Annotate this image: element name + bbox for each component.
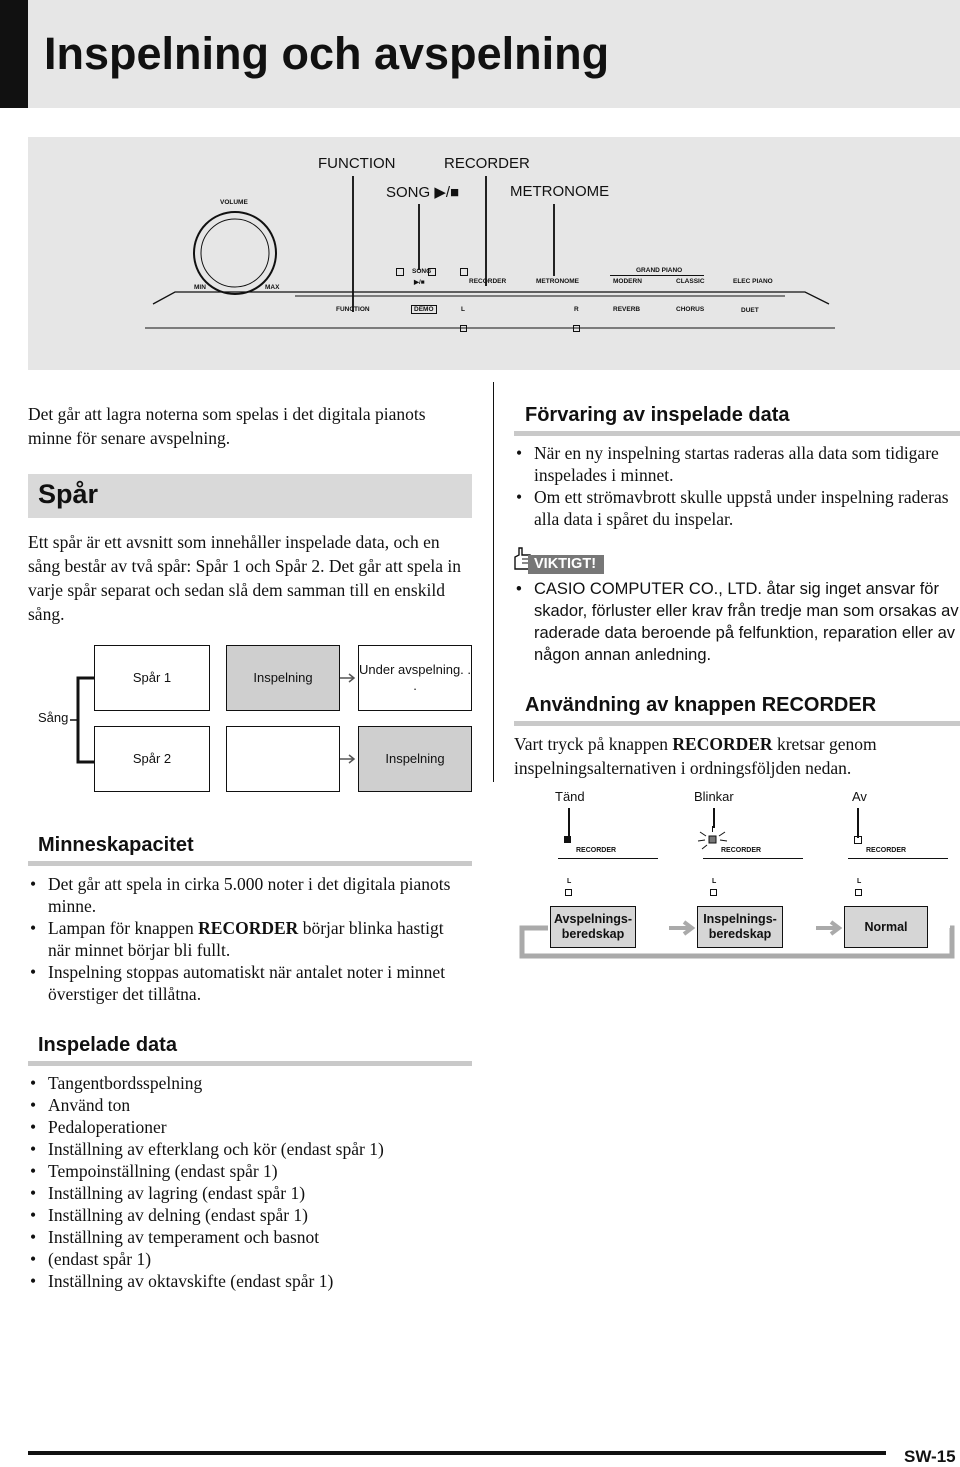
- label-volume: VOLUME: [220, 199, 248, 206]
- song-button-lamp: [396, 268, 404, 276]
- text-bold-part: RECORDER: [672, 734, 773, 754]
- strip-line-1: [558, 858, 658, 859]
- recorder-button[interactable]: [460, 268, 468, 276]
- under-playback-box: Under avspelning. . .: [358, 645, 472, 711]
- minne-heading: Minneskapacitet: [38, 834, 194, 856]
- list-item: • Använd ton: [28, 1094, 468, 1116]
- spar-text: Ett spår är ett avsnitt som innehåller inspelade data, och en sång består av två spår: Spår 1 och Spår 2. Det går att spela in varje spår separat och sedan slå dem samman till en enskild sång.: [28, 532, 461, 624]
- l-lamp-1: [565, 889, 572, 896]
- lamp-off-icon: [854, 836, 862, 844]
- leader-song: [418, 204, 420, 270]
- column-divider: [493, 382, 494, 782]
- track2-box: Spår 2: [94, 726, 210, 792]
- leader-recorder: [485, 176, 487, 286]
- viktigt-list: [514, 578, 960, 666]
- leader-off: [857, 808, 859, 838]
- text-part: Vart tryck på knappen: [514, 734, 673, 754]
- inspelade-list: [28, 1072, 468, 1292]
- track2-recording-box: Inspelning: [358, 726, 472, 792]
- label-recorder: RECORDER: [444, 155, 530, 172]
- label-classic: CLASSIC: [676, 278, 705, 285]
- label-duet: DUET: [741, 307, 759, 314]
- mode-normal: Normal: [844, 906, 928, 948]
- label-elec-piano: ELEC PIANO: [733, 278, 773, 285]
- forvaring-list: [514, 442, 960, 530]
- list-item: • Det går att spela in cirka 5.000 noter i det digitala pianots minne.: [28, 873, 468, 917]
- label-metronome-small: METRONOME: [536, 278, 579, 285]
- mode-recording-standby: Inspelnings- beredskap: [697, 906, 783, 948]
- list-item: • CASIO COMPUTER CO., LTD. åtar sig inget ansvar för skador, förluster eller krav från tredje man som orsakas av raderade data beroende på felfunktion, reparation eller av någon annan anledning.: [514, 578, 960, 666]
- viktigt-badge: VIKTIGT!: [528, 555, 604, 574]
- page-number: SW-15: [904, 1447, 956, 1466]
- intro-text: Det går att lagra noterna som spelas i det digitala pianots minne för senare avspelning.: [28, 404, 426, 448]
- header-accent-bar: [0, 0, 28, 108]
- list-item: • Inställning av lagring (endast spår 1): [28, 1182, 468, 1204]
- list-item: • Pedaloperationer: [28, 1116, 468, 1138]
- recorder-label-2: RECORDER: [721, 847, 762, 854]
- strip-line-2: [703, 858, 803, 859]
- label-modern: MODERN: [613, 278, 642, 285]
- label-r: R: [574, 306, 579, 313]
- track1-box: Spår 1: [94, 645, 210, 711]
- list-item: • När en ny inspelning startas raderas alla data som tidigare inspelades i minnet.: [514, 442, 960, 486]
- l-label-2: L: [712, 878, 717, 885]
- strip-line-3: [848, 858, 948, 859]
- list-item-continuation: [28, 1248, 468, 1270]
- label-song-play: ▶/■: [414, 279, 425, 286]
- state-label-off: Av: [852, 789, 867, 804]
- recorder-label-3: RECORDER: [866, 847, 907, 854]
- label-grand-piano: GRAND PIANO: [636, 267, 683, 274]
- recorder-usage-rule: [514, 721, 960, 726]
- leader-on: [568, 808, 570, 838]
- label-song-small: SONG: [412, 268, 432, 275]
- forvaring-rule: [514, 431, 960, 436]
- label-l: L: [461, 306, 465, 313]
- minne-list: [28, 873, 468, 1005]
- label-song: SONG ▶/■: [386, 184, 460, 201]
- button-strip-icon: [145, 284, 835, 332]
- page-title: Inspelning och avspelning: [44, 28, 610, 79]
- list-item: • Inställning av delning (endast spår 1): [28, 1204, 468, 1226]
- mode-playback-standby: Avspelnings- beredskap: [550, 906, 636, 948]
- label-function: FUNCTION: [318, 155, 396, 172]
- label-demo: DEMO: [411, 305, 437, 314]
- label-reverb: REVERB: [613, 306, 641, 313]
- minne-rule: [28, 861, 472, 866]
- sang-label: Sång: [38, 710, 69, 725]
- label-metronome: METRONOME: [510, 183, 610, 200]
- list-item: • Om ett strömavbrott skulle uppstå under inspelning raderas alla data i spåret du inspelar.: [514, 486, 960, 530]
- l-lamp: [460, 325, 467, 332]
- state-label-on: Tänd: [555, 789, 585, 804]
- track1-recording-box: Inspelning: [226, 645, 340, 711]
- label-max: MAX: [265, 284, 280, 291]
- continuation-text: (endast spår 1): [48, 1249, 152, 1269]
- l-label-3: L: [857, 878, 862, 885]
- inspelade-rule: [28, 1061, 472, 1066]
- text-part: kretsar genom inspelningsalternativen i ordningsföljden nedan.: [514, 734, 877, 778]
- label-function-small: FUNCTION: [336, 306, 370, 313]
- state-label-blinking: Blinkar: [694, 789, 734, 804]
- track2-empty-box: [226, 726, 340, 792]
- list-item: • Lampan för knappen RECORDER börjar blinka hastigt när minnet börjar bli fullt.: [28, 917, 468, 961]
- list-item: • Inställning av efterklang och kör (endast spår 1): [28, 1138, 468, 1160]
- l-lamp-2: [710, 889, 717, 896]
- list-item: • Tempoinställning (endast spår 1): [28, 1160, 468, 1182]
- recorder-usage-heading: Användning av knappen RECORDER: [525, 694, 877, 716]
- recorder-label-1: RECORDER: [576, 847, 617, 854]
- leader-metronome: [553, 204, 555, 276]
- forvaring-heading: Förvaring av inspelade data: [525, 404, 790, 426]
- list-item: • Inställning av temperament och basnot: [28, 1226, 468, 1248]
- inspelade-heading: Inspelade data: [38, 1034, 177, 1056]
- recorder-usage-text: [514, 732, 960, 780]
- list-item: • Inspelning stoppas automatiskt när antalet noter i minnet överstiger det tillåtna.: [28, 961, 468, 1005]
- grand-piano-bracket: [610, 275, 704, 276]
- label-recorder-small: RECORDER: [469, 278, 507, 285]
- arrow-right-icon: [340, 672, 358, 684]
- label-chorus: CHORUS: [676, 306, 705, 313]
- lamp-on-icon: [564, 836, 571, 843]
- song-button[interactable]: [428, 268, 436, 276]
- list-item: • Tangentbordsspelning: [28, 1072, 468, 1094]
- label-min: MIN: [194, 284, 206, 291]
- r-lamp: [573, 325, 580, 332]
- list-item: • Inställning av oktavskifte (endast spår 1): [28, 1270, 468, 1292]
- footer-rule: [28, 1451, 886, 1455]
- l-lamp-3: [855, 889, 862, 896]
- spar-heading: Spår: [38, 479, 99, 509]
- arrow-right-icon: [340, 753, 358, 765]
- l-label-1: L: [567, 878, 572, 885]
